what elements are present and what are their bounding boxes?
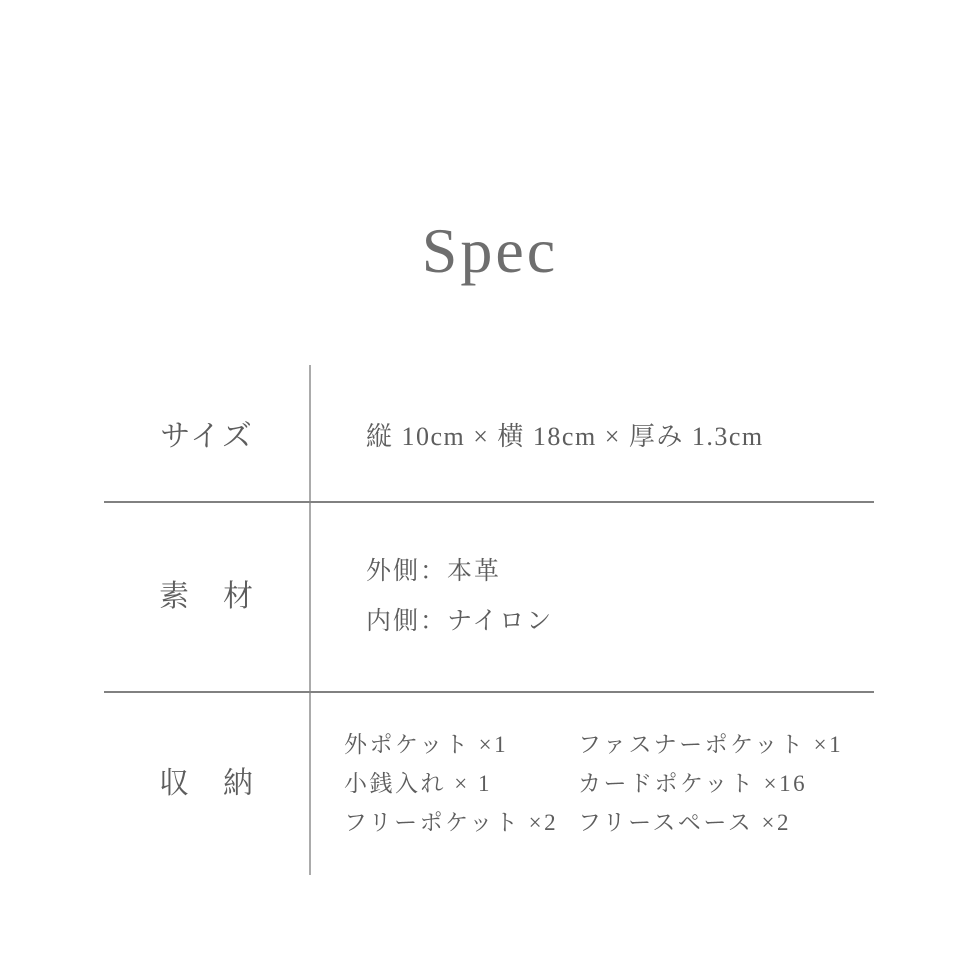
- storage-item-zipper-pocket: ファスナーポケット ×1: [578, 732, 844, 757]
- storage-item-free-pocket: フリーポケット ×2: [344, 810, 559, 835]
- storage-column-1: [344, 725, 558, 842]
- material-row-label: 素 材: [159, 580, 255, 613]
- row-divider-line-2: [104, 691, 874, 693]
- storage-item-free-space: フリースペース ×2: [578, 810, 792, 835]
- size-row-value: 縦 10cm × 横 18cm × 厚み 1.3cm: [366, 422, 764, 451]
- storage-item-card-pocket: カードポケット ×16: [578, 771, 808, 796]
- storage-item-coin-pocket: 小銭入れ × 1: [344, 771, 492, 796]
- storage-column-2: [578, 725, 843, 842]
- storage-row-label: 収 納: [159, 767, 255, 800]
- material-row-value: [366, 547, 553, 647]
- storage-item-outer-pocket: 外ポケット ×1: [344, 732, 509, 757]
- material-inner-line: 内側：ナイロン: [366, 608, 554, 635]
- row-divider-line-1: [104, 501, 874, 503]
- material-outer-line: 外側：本革: [366, 558, 502, 585]
- size-row-label: サイズ: [160, 420, 254, 453]
- page-title: Spec: [421, 215, 559, 286]
